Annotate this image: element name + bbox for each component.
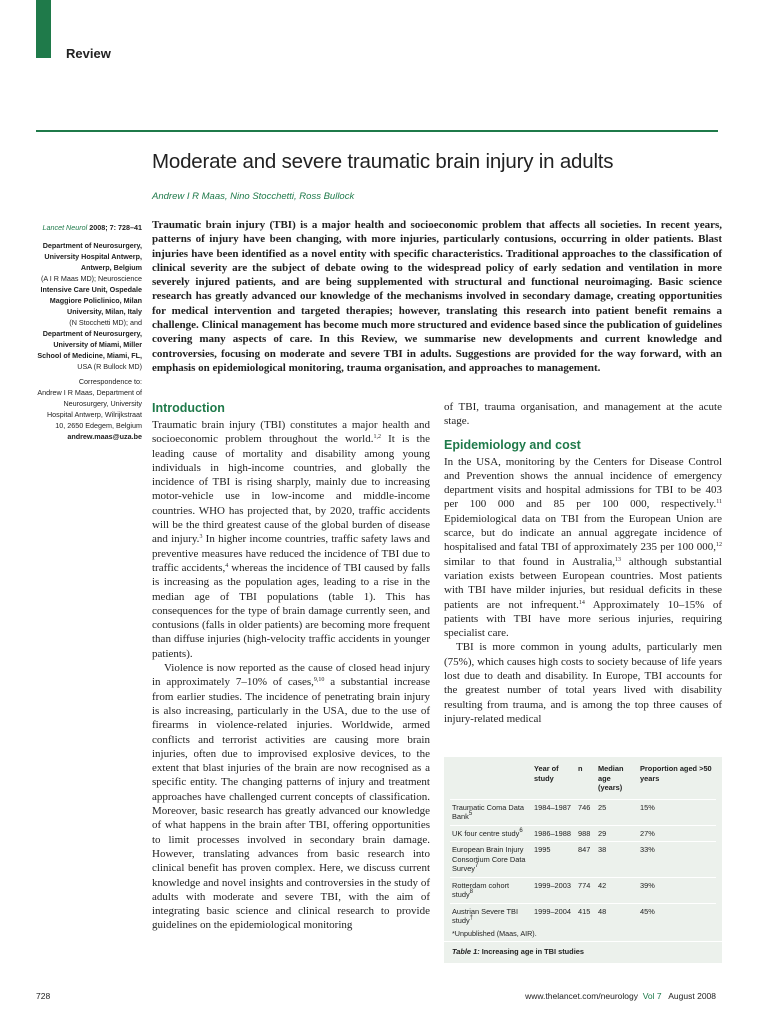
intro-paragraph-2: Violence is now reported as the cause of closed head injury in approximately 7–10% of cases,$^{9,10}$ a substantial increase from earlier studies. The incidence of penetrating brain injury is also increasing, particularly in the USA, due to the use of firearms in violence-related injuries. Worldwide, armed conflicts and terrorist activities are causing more brain injuries, often due to improvised explosive devices, to the extent that blast injuries of the brain are now recognised as a specific entity. The changing patterns of injury and treatment approaches have challenged current concepts of classification. Moreover, basic research has greatly advanced our knowledge of what happens in the brain after TBI, offering opportunities to limit processes involved in secondary brain damage. However, translating advances from basic research into clinical benefit has proven complex. Here, we discuss current knowledge and novel insights and controversies in the study of adults with moderate and severe TBI, with the aim of integrating basic science and clinical research to provide guidelines on the epidemiological monitoring: [152, 662, 430, 932]
study-proportion: 39%: [638, 877, 716, 903]
affiliation-line: University of Miami, Miller: [53, 340, 142, 349]
study-name: Austrian Severe TBI study†: [450, 903, 532, 929]
epidemiology-paragraph-1: In the USA, monitoring by the Centers for Disease Control and Prevention shows the annual incidence of emergency department visits and hospital admissions for TBI to be 403 per 100 000 and 85 per 100 000, respectively.$^{11}$ Epidemiological data on TBI from the European Union are scarce, but do indicate an annual aggregate incidence of hospitalised and fatal TBI of approximately 235 per 100 000,12 similar to that found in Australia,$^{13}$ although substantial variation exists between European countries. Most patients with TBI have milder injuries, but residual deficits in these patients are not infrequent.$^{14}$ Approximately 10–15% of patients with TBI have more serious injuries, requiring specialist care.: [444, 455, 722, 640]
table-row: [450, 842, 716, 878]
table-row: [450, 877, 716, 903]
body-column-right: [444, 400, 722, 726]
study-year: 1986–1988: [532, 825, 576, 842]
heading-epidemiology: Epidemiology and cost: [444, 437, 581, 452]
affiliations: [22, 240, 142, 372]
table-header: Year of study: [534, 764, 559, 783]
table-header: [450, 764, 532, 799]
study-proportion: 45%: [638, 903, 716, 929]
citation: Lancet Neurol 2008; 7: 728–41: [42, 223, 142, 232]
table-row: [450, 825, 716, 842]
study-n: 746: [576, 799, 596, 825]
footer-journal-info: www.thelancet.com/neurology Vol 7 August 2008: [525, 991, 716, 1001]
correspondence-email[interactable]: andrew.maas@uza.be: [67, 432, 142, 441]
affiliation-line: University Hospital Antwerp,: [44, 252, 142, 261]
study-name: Rotterdam cohort study$^8$: [450, 877, 532, 903]
study-median-age: 25: [596, 799, 638, 825]
affiliation-line: (N Stocchetti MD); and: [69, 318, 142, 327]
study-n: 774: [576, 877, 596, 903]
affiliation-line: USA (R Bullock MD): [77, 362, 142, 371]
abstract: Traumatic brain injury (TBI) is a major health and socioeconomic problem that affects all societies. In recent years, patterns of injury have been changing, with more injuries, particularly contusions, occurring in older patients. Blast injuries have been identified as a novel entity with specific characteristics. Traditional approaches to the classification of clinical severity are the subject of debate owing to the widespread policy of early sedation and ventilation in more severely injured patients, and are being supplemented with structural and functional neuroimaging. Basic science research has greatly advanced our knowledge of the mechanisms involved in secondary damage, creating opportunities for medical intervention and targeted therapies; however, translating this research into patient benefit remains a challenge. Clinical management has become much more structured and evidence based since the publication of guidelines covering many aspects of care. In this Review, we summarise new developments and current knowledge and controversies, focusing on moderate and severe TBI in adults. Suggestions are provided for the way forward, with an emphasis on epidemiological monitoring, trauma organisation, and approaches to management.: [152, 219, 722, 374]
page-number: 728: [36, 991, 51, 1001]
study-year: 1999–2003: [532, 877, 576, 903]
study-name: UK four centre study$^6$: [450, 825, 532, 842]
affiliation-line: Department of Neurosurgery,: [42, 329, 142, 338]
study-name: European Brain Injury Consortium Core Data Survey$^7$: [450, 842, 532, 878]
table-caption: Table 1: Increasing age in TBI studies: [452, 947, 584, 956]
article-sidebar: [22, 222, 142, 442]
affiliation-line: Antwerp, Belgium: [80, 263, 142, 272]
table-row: [450, 799, 716, 825]
study-proportion: 27%: [638, 825, 716, 842]
continued-paragraph: of TBI, trauma organisation, and management at the acute stage.: [444, 401, 722, 428]
correspondence-line: Andrew I R Maas, Department of: [37, 388, 142, 397]
body-column-left: [152, 400, 430, 933]
article-title: Moderate and severe traumatic brain injury in adults: [152, 150, 614, 173]
study-proportion: 15%: [638, 799, 716, 825]
article-authors: Andrew I R Maas, Nino Stocchetti, Ross Bullock: [152, 191, 355, 202]
affiliation-line: School of Medicine, Miami, FL,: [37, 351, 142, 360]
study-year: 1984–1987: [532, 799, 576, 825]
correspondence-line: Hospital Antwerp, Wilrijkstraat: [46, 410, 142, 419]
correspondence-line: Neurosurgery, University: [63, 399, 142, 408]
study-n: 415: [576, 903, 596, 929]
affiliation-line: (A I R Maas MD); Neuroscience: [40, 274, 142, 283]
table-header: Proportion aged >50 years: [640, 764, 712, 783]
correspondence-line: 10, 2650 Edegem, Belgium: [55, 421, 142, 430]
age-table: [450, 764, 716, 929]
table-header-row: [450, 764, 716, 799]
affiliation-line: Intensive Care Unit, Ospedale: [40, 285, 142, 294]
affiliation-line: University, Milan, Italy: [67, 307, 142, 316]
table-footnote: *Unpublished (Maas, AIR).: [452, 929, 537, 938]
study-name: Traumatic Coma Data Bank$^5$: [450, 799, 532, 825]
heading-introduction: Introduction: [152, 401, 225, 415]
section-label: Review: [66, 46, 111, 61]
caption-divider: [444, 941, 722, 942]
affiliation-line: Department of Neurosurgery,: [42, 241, 142, 250]
correspondence: [22, 376, 142, 442]
study-median-age: 42: [596, 877, 638, 903]
header-rule: [36, 130, 718, 132]
table-row: [450, 903, 716, 929]
study-median-age: 38: [596, 842, 638, 878]
study-year: 1995: [532, 842, 576, 878]
study-n: 847: [576, 842, 596, 878]
epidemiology-paragraph-2: TBI is more common in young adults, particularly men (75%), which causes high costs to society because of life years lost due to death and disability. In Europe, TBI accounts for the greatest number of total years lived with disability resulting from trauma, and is among the top three causes of injury-related medical: [444, 641, 722, 725]
table-header: Median age (years): [598, 764, 624, 792]
affiliation-line: Maggiore Policlinico, Milan: [49, 296, 142, 305]
study-proportion: 33%: [638, 842, 716, 878]
correspondence-line: Correspondence to:: [78, 377, 142, 386]
section-color-bar: [36, 0, 51, 58]
intro-paragraph-1: Traumatic brain injury (TBI) constitutes a major health and socioeconomic problem throughout the world.$^{1,2}$ It is the leading cause of mortality and disability among young individuals in high-income countries, and globally the incidence of TBI is rising sharply, mainly due to increasing motor-vehicle use in low-income and middle-income countries. WHO has projected that, by 2020, traffic accidents will be the third greatest cause of the global burden of disease and injury.$^3$ In higher income countries, traffic safety laws and preventive measures have reduced the incidence of TBI due to traffic accidents,$^4$ whereas the incidence of TBI caused by falls is increasing as the population ages, leading to a rise in the median age of TBI populations (table 1). This has consequences for the type of brain damage currently seen, and contusions (falls in older patients) are becoming more frequent than diffuse injuries (high-velocity traffic accidents in younger patients).: [152, 419, 431, 660]
study-median-age: 29: [596, 825, 638, 842]
study-n: 988: [576, 825, 596, 842]
study-year: 1999–2004: [532, 903, 576, 929]
table-1: [444, 757, 722, 963]
study-median-age: 48: [596, 903, 638, 929]
table-header: n: [578, 764, 583, 773]
